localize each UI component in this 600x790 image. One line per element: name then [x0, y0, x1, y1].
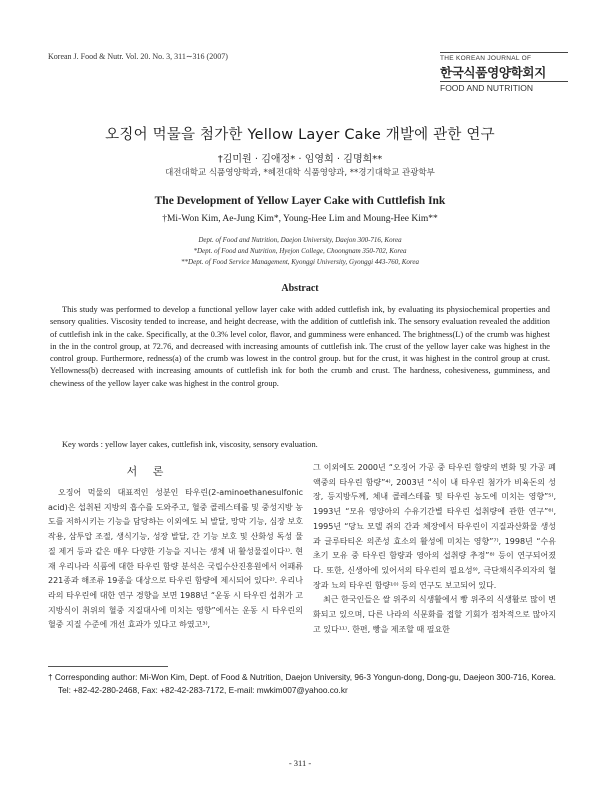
footnote	[48, 671, 568, 697]
footnote-corresponding-author: † Corresponding author: Mi-Won Kim, Dept. of Food & Nutrition, Daejon University, 96-3 Yongun-dong, Dong-gu, Daejeon 300-716, Korea.	[48, 672, 556, 682]
journal-name-bottom: FOOD AND NUTRITION	[440, 83, 534, 93]
left-paragraph-1: 오징어 먹물의 대표적인 성분인 타우린(2-aminoethanesulfonic acid)은 섭취된 지방의 흡수를 도와주고, 혈중 콜레스테롤 및 중성지방 농도를 저하시키는 기능을 담당하는 이외에도 뇌 발달, 망막 기능, 심장 보호 작용, 삼투압 조절, 생식기능, 성장 발달, 간 기능 보호 및 산화성 독성 물질 제거 등과 같은 매우 다양한 기능을 지니는 생체 내 활성물질이다¹⁾. 현재 우리나라 식품에 대한 타우린 함량 분석은 국립수산진흥원에서 어패류 221종과 해조류 19종을 대상으로 타우린 함량에 제시되어 있다²⁾. 우리나라의 타우린에 대한 연구 경향을 보면 1988년 “운동 시 타우린 섭취가 고지방식이 취위의 혈중 지질대사에 미치는 영향”에서는 운동 시 타우린의 혈중 지질 수준에 개선 효과가 있다고 하였고³⁾,	[48, 488, 303, 630]
journal-name-korean: 한국식품영양학회지	[440, 65, 546, 80]
right-column	[313, 461, 556, 637]
left-column	[48, 486, 303, 633]
affiliation-3: **Dept. of Food Service Management, Kyonggi University, Gyonggi 443-760, Korea	[181, 258, 419, 266]
page-number: - 311 -	[288, 758, 312, 768]
affiliations-korean: 대전대학교 식품영양학과, *혜전대학 식품영양과, **경기대학교 관광학부	[165, 168, 435, 178]
footnote-rule	[48, 666, 168, 667]
authors-korean: †김미원 · 김애정* · 임영희 · 김명희**	[217, 154, 383, 165]
footnote-contact: Tel: +82-42-280-2468, Fax: +82-42-283-7172, E-mail: mwkim007@yahoo.co.kr	[58, 685, 348, 695]
journal-name-top: THE KOREAN JOURNAL OF	[440, 55, 532, 62]
journal-citation: Korean J. Food & Nutr. Vol. 20. No. 3, 311∼316 (2007)	[48, 52, 228, 61]
right-paragraph-1: 그 이외에도 2000년 “오징어 가공 중 타우린 함량의 변화 및 가공 폐액중의 타우린 함량”⁴⁾, 2003년 “식이 내 타우린 첨가가 비육돈의 성장, 등지방두께, 체내 콜레스테롤 및 타우린 농도에 미치는 영향”⁵⁾, 1993년 “모유 영양아의 수유기간별 타우린 섭취량에 관한 연구”⁶⁾, 1995년 “당뇨 모델 쥐의 간과 체장에서 타우린이 지질과산화물 생성과 글루타티온 의존성 효소의 활성에 미치는 영향”⁷⁾, 1998년 “수유 초기 모유 중 타우린 함량과 영아의 섭취량 추정”⁸⁾ 등이 연구되어졌다. 또한, 신생아에 있어서의 타우린의 필요성⁹⁾, 극단채식주의자의 혈장과 뇨의 타우린 함량¹⁰⁾ 등의 연구도 보고되어 있다.	[313, 463, 556, 590]
abstract-body	[50, 304, 550, 390]
affiliation-2: *Dept. of Food and Nutrition, Hyejon College, Choongnam 350-702, Korea	[193, 247, 407, 255]
abstract-heading: Abstract	[281, 283, 319, 294]
section-heading-introduction: 서 론	[126, 465, 170, 478]
authors-english: †Mi-Won Kim, Ae-Jung Kim*, Young-Hee Lim and Moung-Hee Kim**	[162, 214, 438, 224]
right-paragraph-2: 최근 한국인들은 쌀 위주의 식생활에서 빵 위주의 식생활로 많이 변화되고 있으며, 다른 나라의 식문화를 접할 기회가 점차적으로 많아지고 있다¹¹⁾. 한편, 빵을 제조할 때 필요한	[313, 595, 556, 634]
title-korean: 오징어 먹물을 첨가한 Yellow Layer Cake 개발에 관한 연구	[105, 127, 495, 143]
masthead-mid-rule	[440, 81, 568, 82]
title-english: The Development of Yellow Layer Cake with Cuttlefish Ink	[154, 195, 446, 207]
journal-masthead	[440, 52, 568, 93]
masthead-top-rule	[440, 52, 568, 53]
affiliation-1: Dept. of Food and Nutrition, Daejon University, Daejon 300-716, Korea	[198, 236, 402, 244]
abstract-paragraph: This study was performed to develop a functional yellow layer cake with added cuttlefish ink, by evaluating its physiochemical properties and sensory qualities. Viscosity tended to increase, and height decrease, with the addition of cuttlefish ink. The sensory evaluation revealed the addition of cuttlefish ink in the cake. Specifically, at the 0.3% level color, flavor, and gumminess were enhanced. The brightness(L) of the crumb was highest in the in the control group, at 72.76, and decreased with increasing amounts of cuttlefish ink. The crust of the yellow layer cake was highest in the control group. Furthermore, redness(a) of the crumb was lowest in the control group. but for the crust, it was highest in the control group at crust. Yellowness(b) decreased with increasing amounts of cuttlefish ink for both the crumb and crust. The hardness, cohesiveness, gumminess, and chewiness of the yellow layer cake was highest in the control group.	[50, 305, 550, 388]
keywords: Key words : yellow layer cakes, cuttlefish ink, viscosity, sensory evaluation.	[62, 440, 318, 449]
